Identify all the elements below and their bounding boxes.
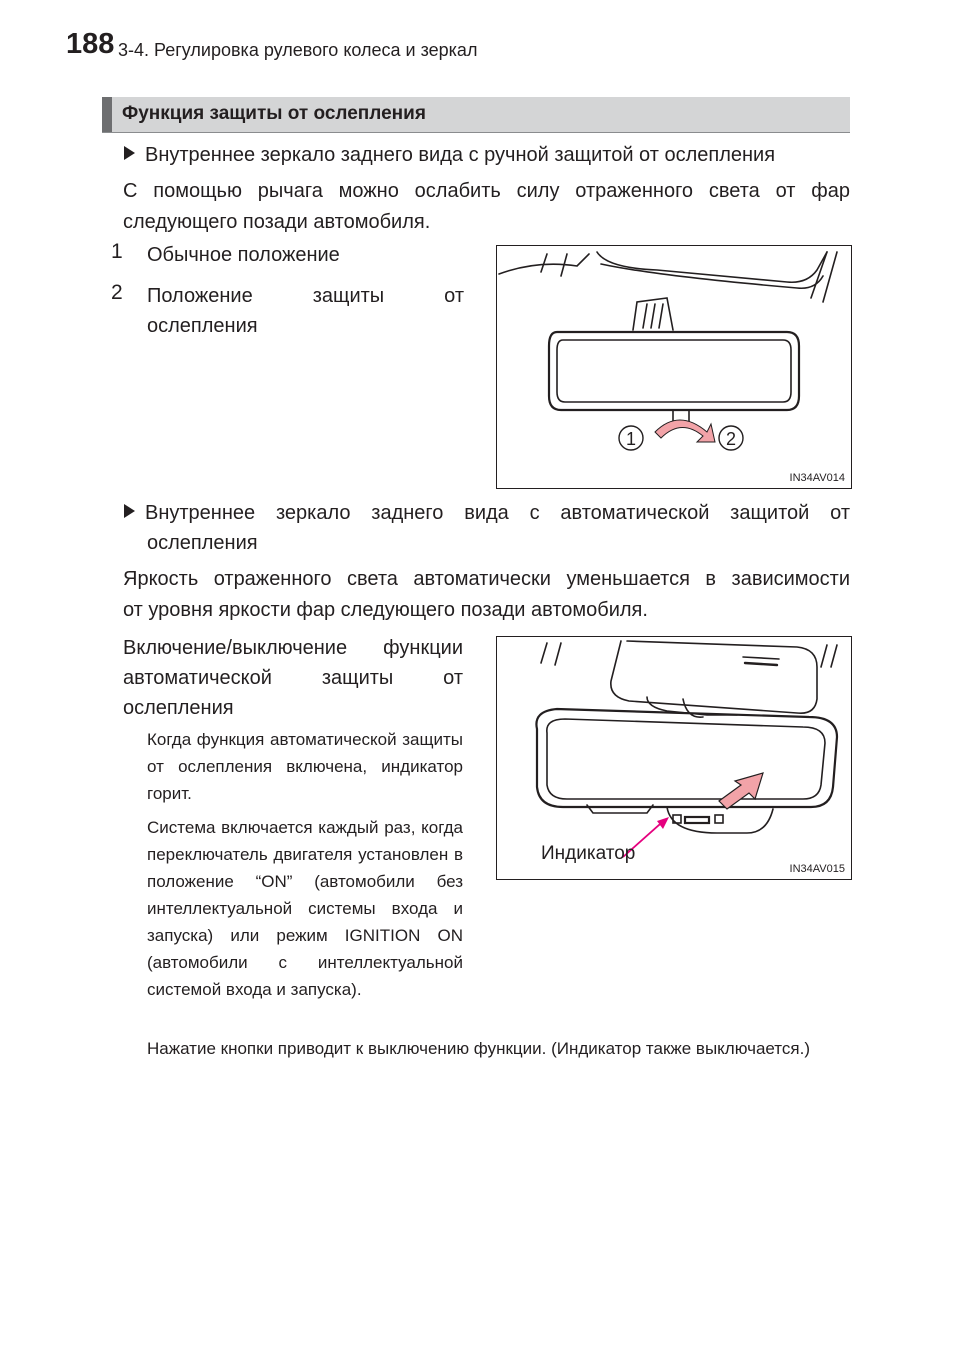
figure-auto-mirror: [496, 636, 852, 880]
note-button-off: Нажатие кнопки приводит к выключению функции. (Индикатор также выключается.): [147, 1039, 810, 1058]
figure-manual-mirror: [496, 245, 852, 489]
figure-code-1: IN34AV014: [789, 472, 845, 484]
auto-text-line2: от уровня яркости фар следующего позади автомобиля.: [123, 599, 648, 621]
item-2-text-line1: Положение защиты от: [147, 285, 464, 307]
figure-code-2: IN34AV015: [789, 863, 845, 875]
item-2-text-line2: ослепления: [147, 315, 258, 337]
chapter-title: 3-4. Регулировка рулевого колеса и зеркал: [118, 40, 478, 60]
item-1-number: 1: [111, 240, 123, 263]
note-system-activation: Система включается каждый раз, когда переключатель двигателя установлен в положение “ON” (автомобили без интеллектуальной системы входа и запуска) или режим IGNITION ON (автомобили с интеллектуальной системой входа и запуска).: [147, 818, 463, 999]
indicator-arrowhead-icon: [657, 817, 669, 829]
lever-arrow-icon: [655, 420, 715, 442]
item-1-text: Обычное положение: [147, 244, 340, 266]
bullet-triangle-icon: [124, 146, 135, 160]
bullet-manual-mirror-text: Внутреннее зеркало заднего вида с ручной защитой от ослепления: [145, 144, 776, 166]
note-indicator-on: Когда функция автоматической защиты от ослепления включена, индикатор горит.: [147, 730, 463, 803]
bullet-auto-mirror-line2: ослепления: [147, 532, 258, 554]
bullet-manual-mirror: [124, 144, 775, 167]
indicator-label: Индикатор: [541, 843, 636, 864]
item-2-number: 2: [111, 281, 123, 304]
section-header: [102, 97, 850, 133]
section-title: Функция защиты от ослепления: [122, 103, 426, 124]
bullet-triangle-icon: [124, 504, 135, 518]
callout-2: 2: [725, 429, 737, 449]
onoff-line3: ослепления: [123, 697, 234, 719]
onoff-line1: Включение/выключение функции: [123, 637, 463, 659]
callout-1: 1: [625, 429, 637, 449]
manual-mirror-illustration: [497, 246, 851, 488]
push-button-arrow-icon: [719, 773, 763, 809]
bullet-auto-mirror-line1: [124, 502, 850, 525]
onoff-line2: автоматической защиты от: [123, 667, 463, 689]
section-marker: [102, 97, 112, 132]
manual-text-line1: С помощью рычага можно ослабить силу отраженного света от фар: [123, 180, 850, 202]
auto-text-line1: Яркость отраженного света автоматически уменьшается в зависимости: [123, 568, 850, 590]
manual-text-line2: следующего позади автомобиля.: [123, 211, 431, 233]
bullet-auto-mirror-text: Внутреннее зеркало заднего вида с автоматической защитой от: [145, 502, 850, 524]
page-number: 188: [66, 28, 115, 60]
